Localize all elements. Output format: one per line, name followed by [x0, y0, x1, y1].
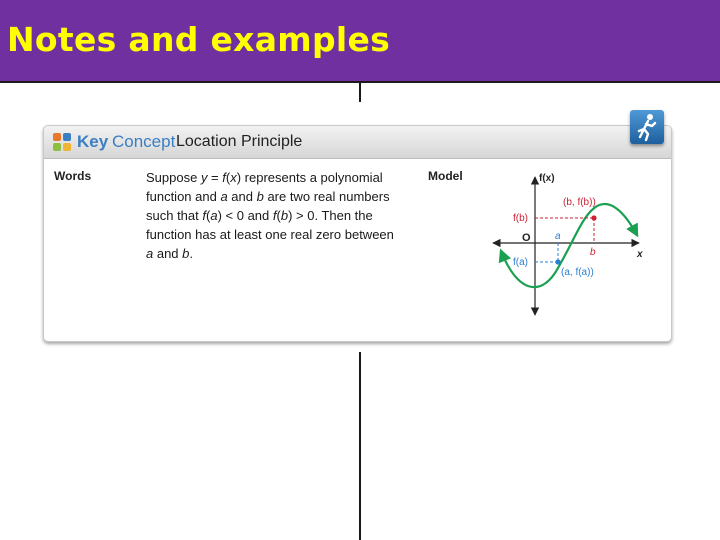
words-line-1: Suppose y = f(x) represents a polynomial [146, 170, 383, 185]
running-person-glyph [630, 110, 664, 144]
concept-title: Location Principle [176, 133, 303, 150]
words-line-4: function has at least one real zero between [146, 227, 394, 242]
slide-title: Notes and examples [7, 20, 391, 59]
keyconcept-logo-icon [51, 131, 75, 153]
point-a-label: (a, f(a)) [561, 267, 594, 278]
card-header [44, 126, 671, 159]
a-label: a [555, 231, 561, 242]
origin-label: O [522, 232, 531, 244]
x-axis-label: x [637, 249, 643, 260]
words-text [146, 168, 411, 263]
column-divider-bottom [359, 352, 361, 540]
brand-concept: Concept [112, 132, 176, 151]
point-b-label: (b, f(b)) [563, 197, 596, 208]
key-concept-card [43, 125, 672, 342]
y-axis-label: f(x) [539, 173, 555, 184]
point-a-marker [555, 259, 560, 264]
words-line-3: such that f(a) < 0 and f(b) > 0. Then the [146, 208, 373, 223]
title-bar [0, 0, 720, 83]
location-principle-graph [489, 169, 649, 329]
model-label: Model [428, 169, 463, 183]
fb-label: f(b) [513, 213, 528, 224]
words-line-2: function and a and b are two real numbers [146, 189, 390, 204]
running-person-icon[interactable] [630, 110, 664, 144]
fa-label: f(a) [513, 257, 528, 268]
brand-key: Key [77, 132, 109, 151]
column-divider-top [359, 83, 361, 102]
b-label: b [590, 247, 596, 258]
words-line-5: a and b. [146, 246, 194, 261]
point-b-marker [591, 215, 596, 220]
words-label: Words [54, 169, 92, 183]
